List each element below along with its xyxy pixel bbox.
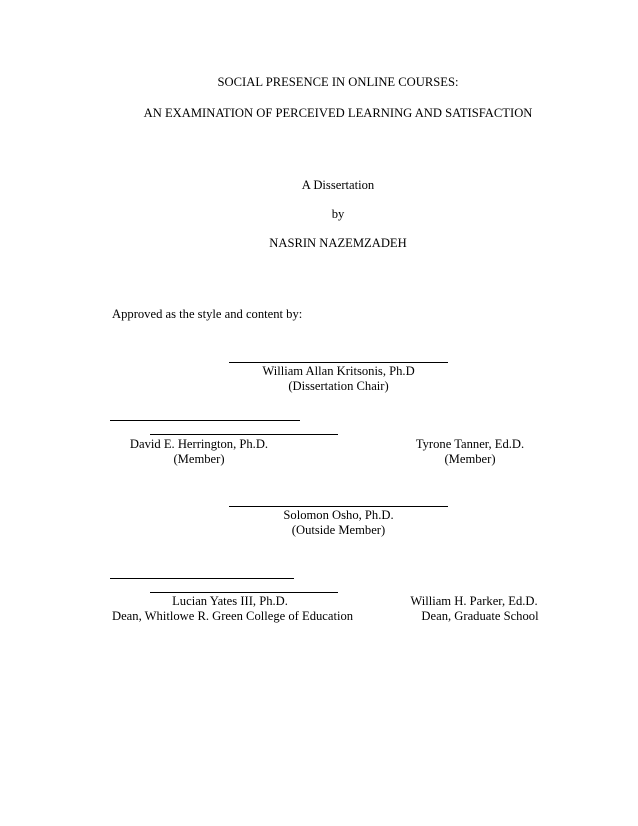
document-type: A Dissertation (301, 178, 375, 192)
approval-statement: Approved as the style and content by: (112, 307, 303, 321)
dean2-signature-line (110, 578, 294, 579)
member1-name: David E. Herrington, Ph.D. (129, 437, 269, 451)
chair-signature-line (229, 362, 448, 363)
dean1-role: Dean, Whitlowe R. Green College of Education (112, 609, 354, 623)
outside-member-role: (Outside Member) (291, 523, 386, 537)
member1-signature-line (150, 434, 338, 435)
member2-name: Tyrone Tanner, Ed.D. (415, 437, 525, 451)
dean1-name: Lucian Yates III, Ph.D. (172, 594, 288, 608)
title-line-1: SOCIAL PRESENCE IN ONLINE COURSES: (217, 75, 459, 89)
dean2-role: Dean, Graduate School (421, 609, 539, 623)
outside-signature-line (229, 506, 448, 507)
author-name: NASRIN NAZEMZADEH (269, 236, 407, 250)
member2-signature-line (110, 420, 300, 421)
by-label: by (331, 207, 345, 221)
member1-role: (Member) (173, 452, 225, 466)
outside-member-name: Solomon Osho, Ph.D. (283, 508, 394, 522)
chair-role: (Dissertation Chair) (288, 379, 389, 393)
title-line-2: AN EXAMINATION OF PERCEIVED LEARNING AND SATISFACTION (143, 106, 533, 120)
chair-name: William Allan Kritsonis, Ph.D (262, 364, 415, 378)
member2-role: (Member) (444, 452, 496, 466)
dean1-signature-line (150, 592, 338, 593)
dean2-name: William H. Parker, Ed.D. (410, 594, 538, 608)
